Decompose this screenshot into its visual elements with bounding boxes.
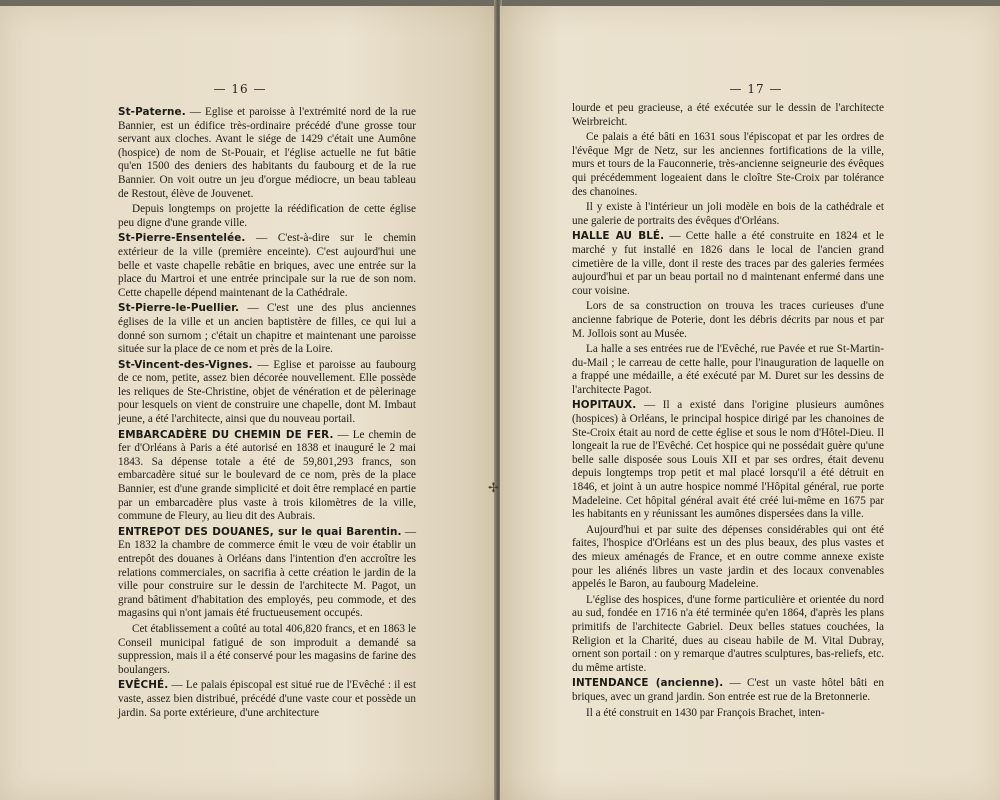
entry-heading: INTENDANCE (ancienne). — [572, 677, 724, 690]
paragraph-text: — Cette halle a été construite en 1824 et le marché y fut installé en 1826 dans le local de l'ancien grand cimetière de la ville, dont il reste des traces par des galeries fermées aujourd'hui et par un beau portail no d maintenant enfermé dans une cour voisine. — [572, 230, 884, 297]
paragraph-text: — Eglise et paroisse au faubourg de ce nom, petite, assez bien décorée nouvellement. Elle possède les reliques de Ste-Christine, objet de vénération et de pèlerinage pour lesquels on vient de construire une chapelle, dont M. Imbaut jeune, a été l'architecte, ainsi que du nouveau portail. — [118, 358, 416, 426]
paragraph — [572, 707, 884, 721]
paragraph-text: — Le palais épiscopal est situé rue de l'Evêché : il est vaste, assez bien distribué, précédé d'une vaste cour et possède un jardin. Sa porte extérieure, d'une architecture — [118, 679, 416, 719]
paragraph — [118, 429, 416, 524]
entry-heading: St-Paterne. — [118, 106, 186, 118]
paragraph — [118, 359, 416, 427]
paragraph — [572, 594, 884, 676]
paragraph-text: lourde et peu gracieuse, a été exécutée sur le dessin de l'architecte Weirbreicht. — [572, 102, 884, 128]
text-column — [118, 106, 416, 722]
paragraph — [572, 524, 884, 592]
page-number: — 16 — — [213, 82, 267, 96]
left-page — [0, 6, 496, 800]
paragraph — [118, 232, 416, 300]
text-column — [572, 102, 884, 722]
paragraph — [118, 302, 416, 356]
paragraph — [118, 106, 416, 201]
paragraph-text: Il y existe à l'intérieur un joli modèle en bois de la cathédrale et une galerie de portraits des évêques d'Orléans. — [572, 201, 884, 227]
entry-heading: St-Pierre-le-Puellier. — [118, 302, 240, 315]
entry-heading: EMBARCADÈRE DU CHEMIN DE FER. — [118, 428, 334, 441]
entry-heading: St-Vincent-des-Vignes. — [118, 358, 253, 371]
paragraph — [572, 201, 884, 228]
paragraph — [572, 102, 884, 129]
paragraph-text: — C'est une des plus anciennes églises de la ville et un ancien baptistère de filles, ce qui lui a donné son surnom ; c'était un chapitre et maintenant une paroisse située sur la place de ce nom et près de la Loire. — [118, 302, 416, 356]
paragraph-text: Lors de sa construction on trouva les traces curieuses d'une ancienne fabrique de Poterie, dont les débris décrits par nous et par M. Jollois sont au Musée. — [572, 300, 884, 340]
paragraph — [572, 131, 884, 199]
paragraph-text: La halle a ses entrées rue de l'Evêché, rue Pavée et rue St-Martin-du-Mail ; le carreau de cette halle, pour l'inauguration de laquelle on a frappé une médaille, a été exécuté par M. Duret sur les dessins de l'architecte Pagot. — [572, 343, 884, 396]
paragraph-text: Aujourd'hui et par suite des dépenses considérables qui ont été faites, l'hospice d'Orléans est un des plus beaux, des plus vastes et des mieux aménagés de France, et en outre comme annexe existe pour les aliénés libres un vaste jardin et des locaux convenables appelés le Baron, au faubourg Madeleine. — [572, 523, 884, 591]
paragraph — [572, 343, 884, 397]
entry-heading: HOPITAUX. — [572, 399, 637, 412]
paragraph-text: — Il a existé dans l'origine plusieurs aumônes (hospices) à Orléans, le principal hospice dirigé par les chanoines de Ste-Croix était au nord de cette église et sous le nom d'Hôtel-Dieu. Il longeait la rue de l'Evêché. Cet hospice qui ne possédait guère qu'une belle salle disposée sous Louis XII et par ses ordres, était devenu depuis longtemps trop petit et mal placé lorsqu'il a été détruit en 1846, et joint à un autre hospice nommé l'Hôpital général, rue porte Madeleine. Cet hôpital général avait été créé lui-même en 1675 par les habitants en y réunissant les aumônes dispersées dans la ville. — [572, 399, 884, 521]
paragraph-text: — C'est un vaste hôtel bâti en briques, avec un grand jardin. Son entrée est rue de la Bretonnerie. — [572, 677, 884, 703]
paper-blemish: ✢ — [488, 481, 499, 496]
entry-heading: EVÊCHÉ. — [118, 679, 169, 692]
paragraph — [118, 526, 416, 621]
page-number: — 17 — — [729, 82, 783, 96]
paragraph — [572, 300, 884, 341]
paragraph-text: Depuis longtemps on projette la réédification de cette église peu digne d'une grande ville. — [118, 203, 416, 229]
right-page — [500, 6, 1000, 800]
paragraph — [118, 623, 416, 677]
paragraph-text: Il a été construit en 1430 par François Brachet, inten- — [586, 706, 825, 719]
paragraph-text: — C'est-à-dire sur le chemin extérieur de la ville (première enceinte). C'est aujourd'hui une belle et vaste chapelle rebâtie en briques, avec une entrée sur la place du Martroi et une entrée principale sur la rue de son nom. Cette chapelle dépend maintenant de la Cathédrale. — [118, 232, 416, 299]
paragraph — [572, 399, 884, 521]
paragraph — [118, 203, 416, 230]
paragraph-text: L'église des hospices, d'une forme particulière et orientée du nord au sud, fondée en 1716 n'a été terminée qu'en 1864, d'après les plans primitifs de l'architecte Gabriel. Deux belles statues couchées, la Religion et la Charité, dues au ciseau habile de M. Vital Dubray, ornent son portail : on y remarque d'autres sculptures, bas-reliefs, etc. du même artiste. — [572, 593, 884, 674]
paragraph-text: Ce palais a été bâti en 1631 sous l'épiscopat et par les ordres de l'évêque Mgr de Netz, sur les anciennes fortifications de la ville, murs et tours de la Fauconnerie, très-ancienne seigneurie des évêques qui précédemment logeaient dans le cloître Ste-Croix par tolérance des chanoines. — [572, 131, 884, 198]
paragraph — [572, 677, 884, 704]
paragraph — [572, 230, 884, 298]
paragraph-text: — Eglise et paroisse à l'extrémité nord de la rue Bannier, est un édifice très-ordinaire précédé d'une grosse tour servant aux cloches. Avant le siége de 1429 c'était une Aumône (hospice) de nom de St-Pouair, et l'église actuelle ne fut bâtie qu'en 1500 des deniers des habitants du faubourg et de la rue Bannier. On voit outre un jeu d'orgue médiocre, un beau tableau de Restout, élève de Jouvenet. — [118, 106, 416, 200]
paragraph-text: — Le chemin de fer d'Orléans à Paris a été autorisé en 1838 et inauguré le 2 mai 1843. Sa dépense totale a été de 59,801,293 francs, son embarcadère situé sur le boulevard de ce nom, près de la place Bannier, est d'une grande simplicité et doit être remplacé en partie par un embarcadère plus vaste à trois kilomètres de la ville, commune de Fleury, au lieu dit des Aubrais. — [118, 428, 416, 523]
paragraph-text: Cet établissement a coûté au total 406,820 francs, et en 1863 le Conseil municipal fatigué de son improduit a demandé sa suppression, mais il a été conservé pour les magasins de farine des boulangers. — [118, 622, 416, 676]
entry-heading: HALLE AU BLÉ. — [572, 230, 665, 243]
entry-heading: St-Pierre-Ensentelée. — [118, 232, 246, 245]
paragraph — [118, 679, 416, 720]
entry-heading: ENTREPOT DES DOUANES, sur le quai Barentin. — [118, 525, 402, 538]
paragraph-text: — En 1832 la chambre de commerce émit le vœu de voir établir un entrepôt des douanes à Orléans dans l'intention d'en accroître les relations commerciales, on sacrifia à cette création le jardin de la ville pour construire sur le dessin de l'architecte M. Pagot, un grand bâtiment d'habitation des employés, peu commode, et des magasins qui n'ont jamais été fructueusement occupés. — [118, 525, 417, 620]
